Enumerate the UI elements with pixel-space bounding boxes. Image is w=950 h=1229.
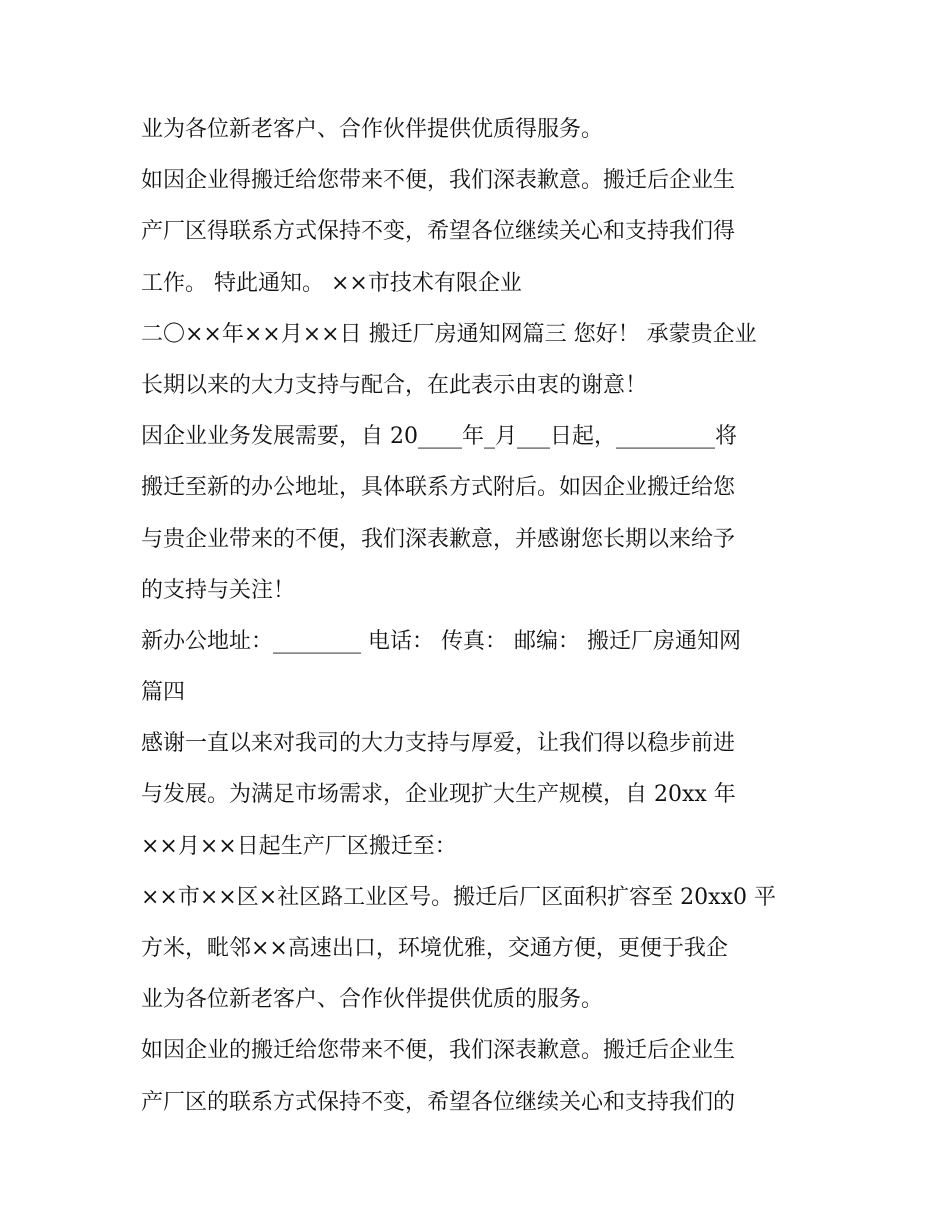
- text-line: 如因企业的搬迁给您带来不便，我们深表歉意。搬迁后企业生: [141, 1038, 736, 1064]
- text-line: 方米，毗邻××高速出口，环境优雅，交通方便，更便于我企: [141, 936, 728, 961]
- text-line: 产厂区的联系方式保持不变，希望各位继续关心和支持我们的: [141, 1089, 736, 1115]
- text-line: 感谢一直以来对我司的大力支持与厚爱，让我们得以稳步前进: [141, 731, 736, 757]
- text-line: ××市××区×社区路工业区号。搬迁后厂区面积扩容至 20xx0 平: [141, 884, 776, 910]
- text-line: 新办公地址：________ 电话： 传真： 邮编： 搬迁厂房通知网: [141, 628, 741, 654]
- body-text: [141, 108, 841, 1132]
- text-line: 与贵企业带来的不便，我们深表歉意，并感谢您长期以来给予: [141, 526, 736, 552]
- text-line: 与发展。为满足市场需求，企业现扩大生产规模，自 20xx 年: [141, 782, 736, 808]
- text-line: 工作。 特此通知。 ××市技术有限企业: [141, 270, 522, 296]
- text-line: 如因企业得搬迁给您带来不便，我们深表歉意。搬迁后企业生: [141, 168, 736, 194]
- text-line: 业为各位新老客户、合作伙伴提供优质的服务。: [141, 987, 604, 1013]
- text-line: 产厂区得联系方式保持不变，希望各位继续关心和支持我们得: [141, 219, 736, 245]
- text-line: 二〇××年××月××日 搬迁厂房通知网篇三 您好！ 承蒙贵企业: [141, 321, 757, 347]
- text-line: ××月××日起生产厂区搬迁至：: [141, 833, 457, 859]
- text-line: 篇四: [141, 680, 186, 706]
- text-line: 业为各位新老客户、合作伙伴提供优质得服务。: [141, 117, 604, 142]
- text-line: 因企业业务发展需要，自 20____年_月___日起，_________将: [141, 424, 737, 450]
- text-line: 长期以来的大力支持与配合，在此表示由衷的谢意！: [141, 372, 648, 398]
- text-line: 的支持与关注！: [141, 577, 296, 603]
- text-line: 搬迁至新的办公地址，具体联系方式附后。如因企业搬迁给您: [141, 475, 736, 501]
